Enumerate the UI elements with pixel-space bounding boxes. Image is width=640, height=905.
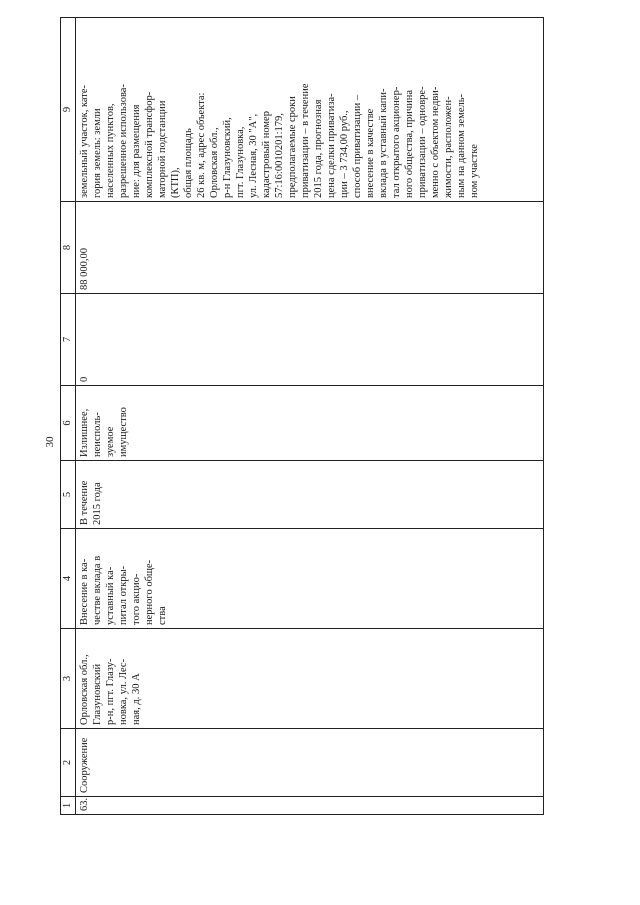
privatization-table — [60, 17, 544, 815]
table-row — [76, 18, 544, 815]
header-cell-2: 2 — [61, 729, 76, 797]
header-cell-3: 3 — [61, 629, 76, 729]
privatization-method: Внесение в ка- честве вклада в уставный ка- питал откры- того акцио- нерного обще- ства — [76, 529, 544, 629]
object-name: Сооружение — [76, 729, 544, 797]
land-plot-description: земельный участок, кате- гория земель: земли населенных пунктов, разрешенное использова- ние: для размещения комплексной трансфор- маторной подстанции (КТП), общая площадь 26 кв. м, адрес объекта: Орловская обл., р-н Глазуновский, пгт. Глазуновка, ул. Лесная, 30 "А", кадастровый номер 57:16:0010201:179, предполагаемые сроки приватизации – в течение 2015 года, прогнозная цена сделки приватиза- ции – 3 734,00 руб., способ приватизации – внесение в качестве вклада в уставный капи- тал открытого акционер- ного общества, причина приватизации – одновре- менно с объектом недви- жимости, расположен- ным на данном земель- ном участке — [76, 18, 544, 202]
column-8-value: 88 000,00 — [76, 202, 544, 294]
page-number: 30 — [44, 436, 56, 448]
table-header-row — [61, 18, 76, 815]
privatization-reason: Излишнее, неисполь- зуемое имущество — [76, 386, 544, 461]
header-cell-6: 6 — [61, 386, 76, 461]
header-cell-9: 9 — [61, 18, 76, 202]
header-cell-5: 5 — [61, 461, 76, 529]
privatization-term: В течение 2015 года — [76, 461, 544, 529]
rotated-table — [60, 18, 544, 815]
header-cell-7: 7 — [61, 294, 76, 386]
header-cell-1: 1 — [61, 797, 76, 815]
header-cell-8: 8 — [61, 202, 76, 294]
table-container — [60, 18, 544, 815]
row-number: 63. — [76, 797, 544, 815]
column-7-value: 0 — [76, 294, 544, 386]
header-cell-4: 4 — [61, 529, 76, 629]
object-address: Орловская обл., Глазуновский р-н, пгт. Глазу- новка, ул. Лес- ная, д. 30 А — [76, 629, 544, 729]
